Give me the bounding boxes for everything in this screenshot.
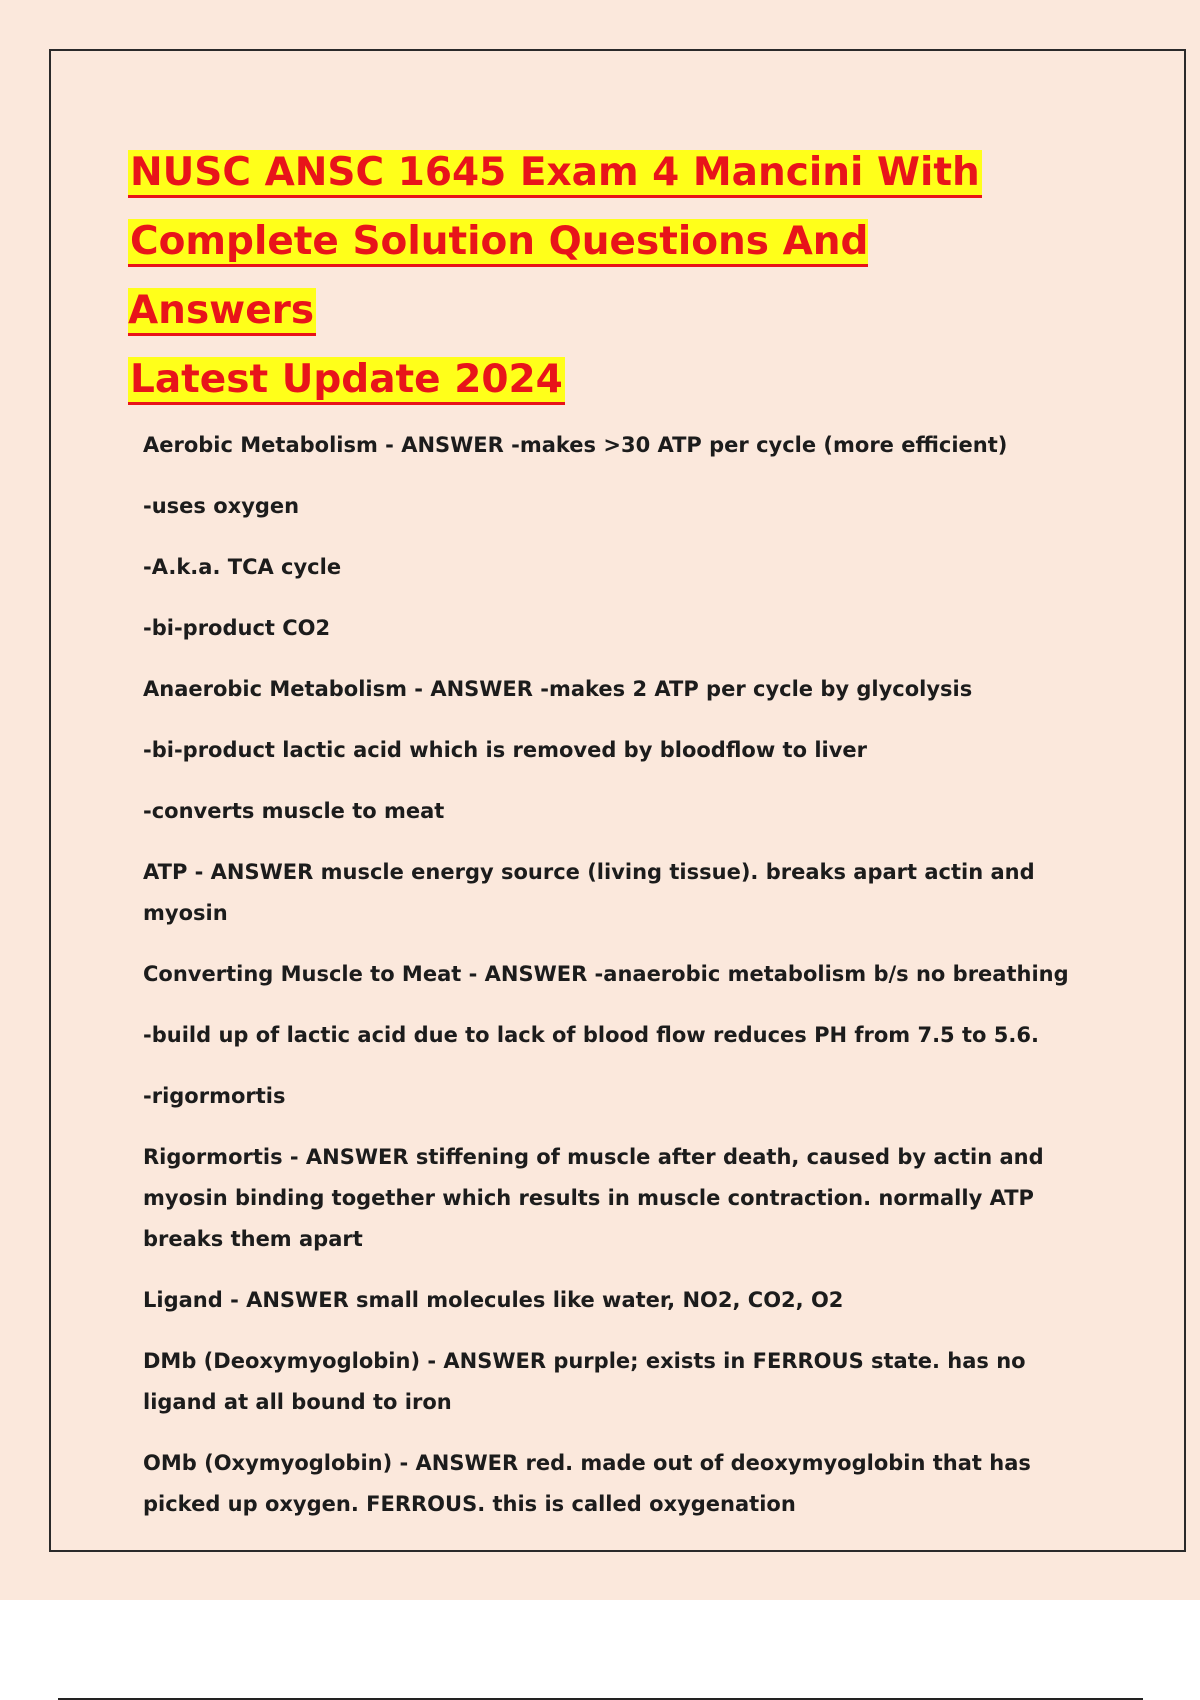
qa-deoxymyoglobin: DMb (Deoxymyoglobin) - ANSWER purple; exists in FERROUS state. has no ligand at all bound to iron <box>143 1349 1026 1414</box>
document-title <box>128 138 1058 414</box>
qa-aerobic-metabolism: Aerobic Metabolism - ANSWER -makes >30 ATP per cycle (more efficient) <box>143 433 1008 457</box>
qa-content <box>143 425 1103 1525</box>
qa-aerobic-tca-cycle: -A.k.a. TCA cycle <box>143 555 342 579</box>
qa-atp: ATP - ANSWER muscle energy source (living tissue). breaks apart actin and myosin <box>143 860 1035 925</box>
title-line-3: Latest Update 2024 <box>128 357 565 405</box>
qa-converting-rigormortis: -rigormortis <box>143 1084 286 1108</box>
qa-anaerobic-byproduct: -bi-product lactic acid which is removed by bloodflow to liver <box>143 738 867 762</box>
qa-converting-muscle: Converting Muscle to Meat - ANSWER -anaerobic metabolism b/s no breathing <box>143 962 1069 986</box>
qa-anaerobic-converts: -converts muscle to meat <box>143 799 445 823</box>
qa-aerobic-uses-oxygen: -uses oxygen <box>143 494 300 518</box>
qa-rigormortis: Rigormortis - ANSWER stiffening of muscle after death, caused by actin and myosin binding together which results in muscle contraction. normally ATP breaks them apart <box>143 1145 1044 1251</box>
qa-converting-lactic-acid: -build up of lactic acid due to lack of blood flow reduces PH from 7.5 to 5.6. <box>143 1023 1039 1047</box>
qa-anaerobic-metabolism: Anaerobic Metabolism - ANSWER -makes 2 ATP per cycle by glycolysis <box>143 677 973 701</box>
title-line-1: NUSC ANSC 1645 Exam 4 Mancini With <box>128 150 982 198</box>
qa-ligand: Ligand - ANSWER small molecules like water, NO2, CO2, O2 <box>143 1288 844 1312</box>
title-line-2: Complete Solution Questions And Answers <box>128 219 868 336</box>
qa-oxymyoglobin: OMb (Oxymyoglobin) - ANSWER red. made out of deoxymyoglobin that has picked up oxygen. FERROUS. this is called oxygenation <box>143 1451 1031 1516</box>
qa-aerobic-byproduct: -bi-product CO2 <box>143 616 331 640</box>
